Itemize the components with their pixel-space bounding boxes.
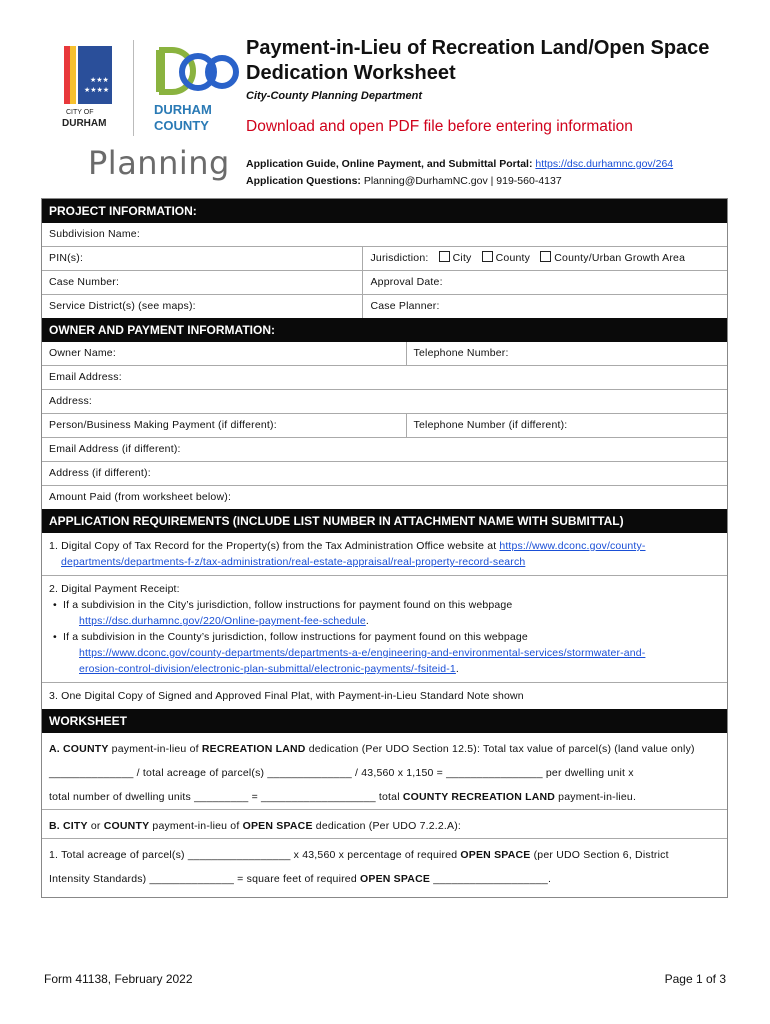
guide-link[interactable]: https://dsc.durhamnc.gov/264 [535,158,674,170]
questions-label: Application Questions: [246,175,361,187]
jurisdiction-field [362,247,727,270]
worksheet-b-line1-end: (per UDO Section 6, District [530,849,669,861]
logo-divider [133,40,134,136]
worksheet-a-line3-end: payment-in-lieu. [555,791,637,803]
owner-payment-heading: OWNER AND PAYMENT INFORMATION: [42,318,727,342]
worksheet-a-line2[interactable]: ______________ / total acreage of parcel(s) ______________ / 43,560 x 1,150 = ________________ per dwelling unit x [49,767,634,779]
email-row [42,365,727,389]
payer-field[interactable]: Person/Business Making Payment (if different): [49,419,277,431]
jurisdiction-label: Jurisdiction: [370,252,429,264]
requirement-2 [42,575,727,682]
worksheet-b-line1-bold: OPEN SPACE [460,849,531,861]
approval-date-field[interactable]: Approval Date: [362,271,727,294]
county-logo-line2: COUNTY [154,118,209,132]
city-of-durham-logo [60,40,120,132]
worksheet-b-bold1: OPEN SPACE [242,820,313,832]
worksheet-b-label2: COUNTY [103,820,150,832]
telephone-field[interactable]: Telephone Number: [406,342,727,365]
worksheet-heading: WORKSHEET [42,709,727,733]
questions-value: Planning@DurhamNC.gov | 919-560-4137 [363,175,562,187]
address-field[interactable]: Address: [49,395,93,407]
city-payment-link[interactable]: https://dsc.durhamnc.gov/220/Online-payment-fee-schedule [79,615,366,627]
worksheet-form [41,198,728,898]
page-title: Payment-in-Lieu of Recreation Land/Open Space Dedication Worksheet [246,37,710,84]
page-number: Page 1 of 3 [664,972,726,986]
owner-name-field[interactable]: Owner Name: [49,347,116,359]
worksheet-b-line2-bold: OPEN SPACE [360,873,431,885]
worksheet-b-line2[interactable] [49,867,720,891]
worksheet-b [42,809,727,838]
worksheet-a [42,733,727,809]
worksheet-b-line2-text: Intensity Standards) ______________ = square feet of required [49,873,360,885]
county-payment-bullet: • If a subdivision in the County’s jurisdiction, follow instructions for payment found on this webpage https://www.dconc.gov/county-departments/departments-a-e/engineering-and-environmental-services/stormwater-and- erosion-control-division/electronic-plan-submittal/electronic-payments/-fsiteid-1. [49,629,720,677]
payer-address-field[interactable]: Address (if different): [49,467,151,479]
requirements-heading: APPLICATION REQUIREMENTS (INCLUDE LIST NUMBER IN ATTACHMENT NAME WITH SUBMITTAL) [42,509,727,533]
worksheet-b-line1[interactable] [49,843,720,867]
payer-email-row [42,437,727,461]
worksheet-a-line3[interactable] [49,785,720,809]
worksheet-b-line0 [49,814,720,838]
county-option: County [495,252,531,264]
city-option: City [452,252,472,264]
worksheet-a-bold1: RECREATION LAND [201,743,306,755]
requirement-3: 3. One Digital Copy of Signed and Approved Final Plat, with Payment-in-Lieu Standard Note shown [42,682,727,709]
email-field[interactable]: Email Address: [49,371,122,383]
urban-growth-checkbox[interactable] [540,251,551,262]
county-checkbox[interactable] [482,251,493,262]
case-row [42,270,727,294]
pins-field[interactable]: PIN(s): [49,252,84,264]
payer-telephone-field[interactable]: Telephone Number (if different): [406,414,727,437]
payer-address-row [42,461,727,485]
worksheet-b-or: or [87,820,104,832]
subdivision-name-field[interactable]: Subdivision Name: [49,228,140,240]
county-payment-link[interactable]: https://www.dconc.gov/county-departments/departments-a-e/engineering-and-environmental-services/stormwater-and- [79,647,646,659]
city-logo-line2: DURHAM [62,118,107,129]
worksheet-b-label1: B. CITY [49,820,88,832]
svg-text:★★★★: ★★★★ [84,86,110,94]
amount-paid-row [42,485,727,509]
city-payment-text: If a subdivision in the City’s jurisdiction, follow instructions for payment found on this webpage [63,599,513,611]
contact-info [246,156,673,190]
worksheet-a-line3-text: total number of dwelling units _________ = ___________________ total [49,791,403,803]
tax-record-link-cont[interactable]: departments/departments-f-z/tax-administration/real-estate-appraisal/real-property-record-search [61,556,526,568]
worksheet-b-text2: dedication (Per UDO 7.2.2.A): [312,820,462,832]
city-logo-line1: CITY OF [66,109,94,116]
worksheet-a-line3-bold: COUNTY RECREATION LAND [402,791,556,803]
service-row [42,294,727,318]
logo-area [40,36,240,186]
owner-row [42,342,727,365]
form-number: Form 41138, February 2022 [44,972,193,986]
worksheet-a-text1: payment-in-lieu of [108,743,202,755]
worksheet-b-text1: payment-in-lieu of [149,820,243,832]
payer-row [42,413,727,437]
subdivision-name-row[interactable] [42,223,727,246]
project-info-heading: PROJECT INFORMATION: [42,199,727,223]
worksheet-b-line1-text: 1. Total acreage of parcel(s) _________________ x 43,560 x percentage of required [49,849,461,861]
case-number-field[interactable]: Case Number: [49,276,120,288]
tax-record-link[interactable]: https://www.dconc.gov/county- [499,540,646,552]
planning-wordmark: Planning [88,144,230,182]
worksheet-a-text2: dedication (Per UDO Section 12.5): Total tax value of parcel(s) (land value only) [305,743,695,755]
requirement-1-text: 1. Digital Copy of Tax Record for the Property(s) from the Tax Administration Office website at [49,540,500,552]
svg-text:★★★: ★★★ [90,76,109,84]
county-payment-text: If a subdivision in the County’s jurisdiction, follow instructions for payment found on this webpage [63,631,528,643]
urban-growth-option: County/Urban Growth Area [554,252,686,264]
payer-email-field[interactable]: Email Address (if different): [49,443,181,455]
requirement-1 [42,533,727,575]
county-payment-link-cont[interactable]: erosion-control-division/electronic-plan-submittal/electronic-payments/-fsiteid-1 [79,663,456,675]
durham-county-logo [150,42,240,132]
worksheet-a-line1 [49,737,720,761]
worksheet-b-calc [42,838,727,897]
download-notice: Download and open PDF file before entering information [246,118,633,135]
amount-paid-field[interactable]: Amount Paid (from worksheet below): [49,491,232,503]
guide-label: Application Guide, Online Payment, and Submittal Portal: [246,158,533,170]
address-row [42,389,727,413]
worksheet-a-label: A. COUNTY [49,743,109,755]
service-districts-field[interactable]: Service District(s) (see maps): [49,300,196,312]
county-logo-line1: DURHAM [154,102,212,117]
city-checkbox[interactable] [439,251,450,262]
city-payment-bullet: • If a subdivision in the City’s jurisdiction, follow instructions for payment found on this webpage https://dsc.durhamnc.gov/220/Online-payment-fee-schedule. [49,597,720,629]
department-name: City-County Planning Department [246,90,423,102]
requirement-2-title: 2. Digital Payment Receipt: [49,583,180,595]
pin-jurisdiction-row [42,246,727,270]
case-planner-field[interactable]: Case Planner: [362,295,727,318]
worksheet-b-line2-end: ___________________. [430,873,552,885]
